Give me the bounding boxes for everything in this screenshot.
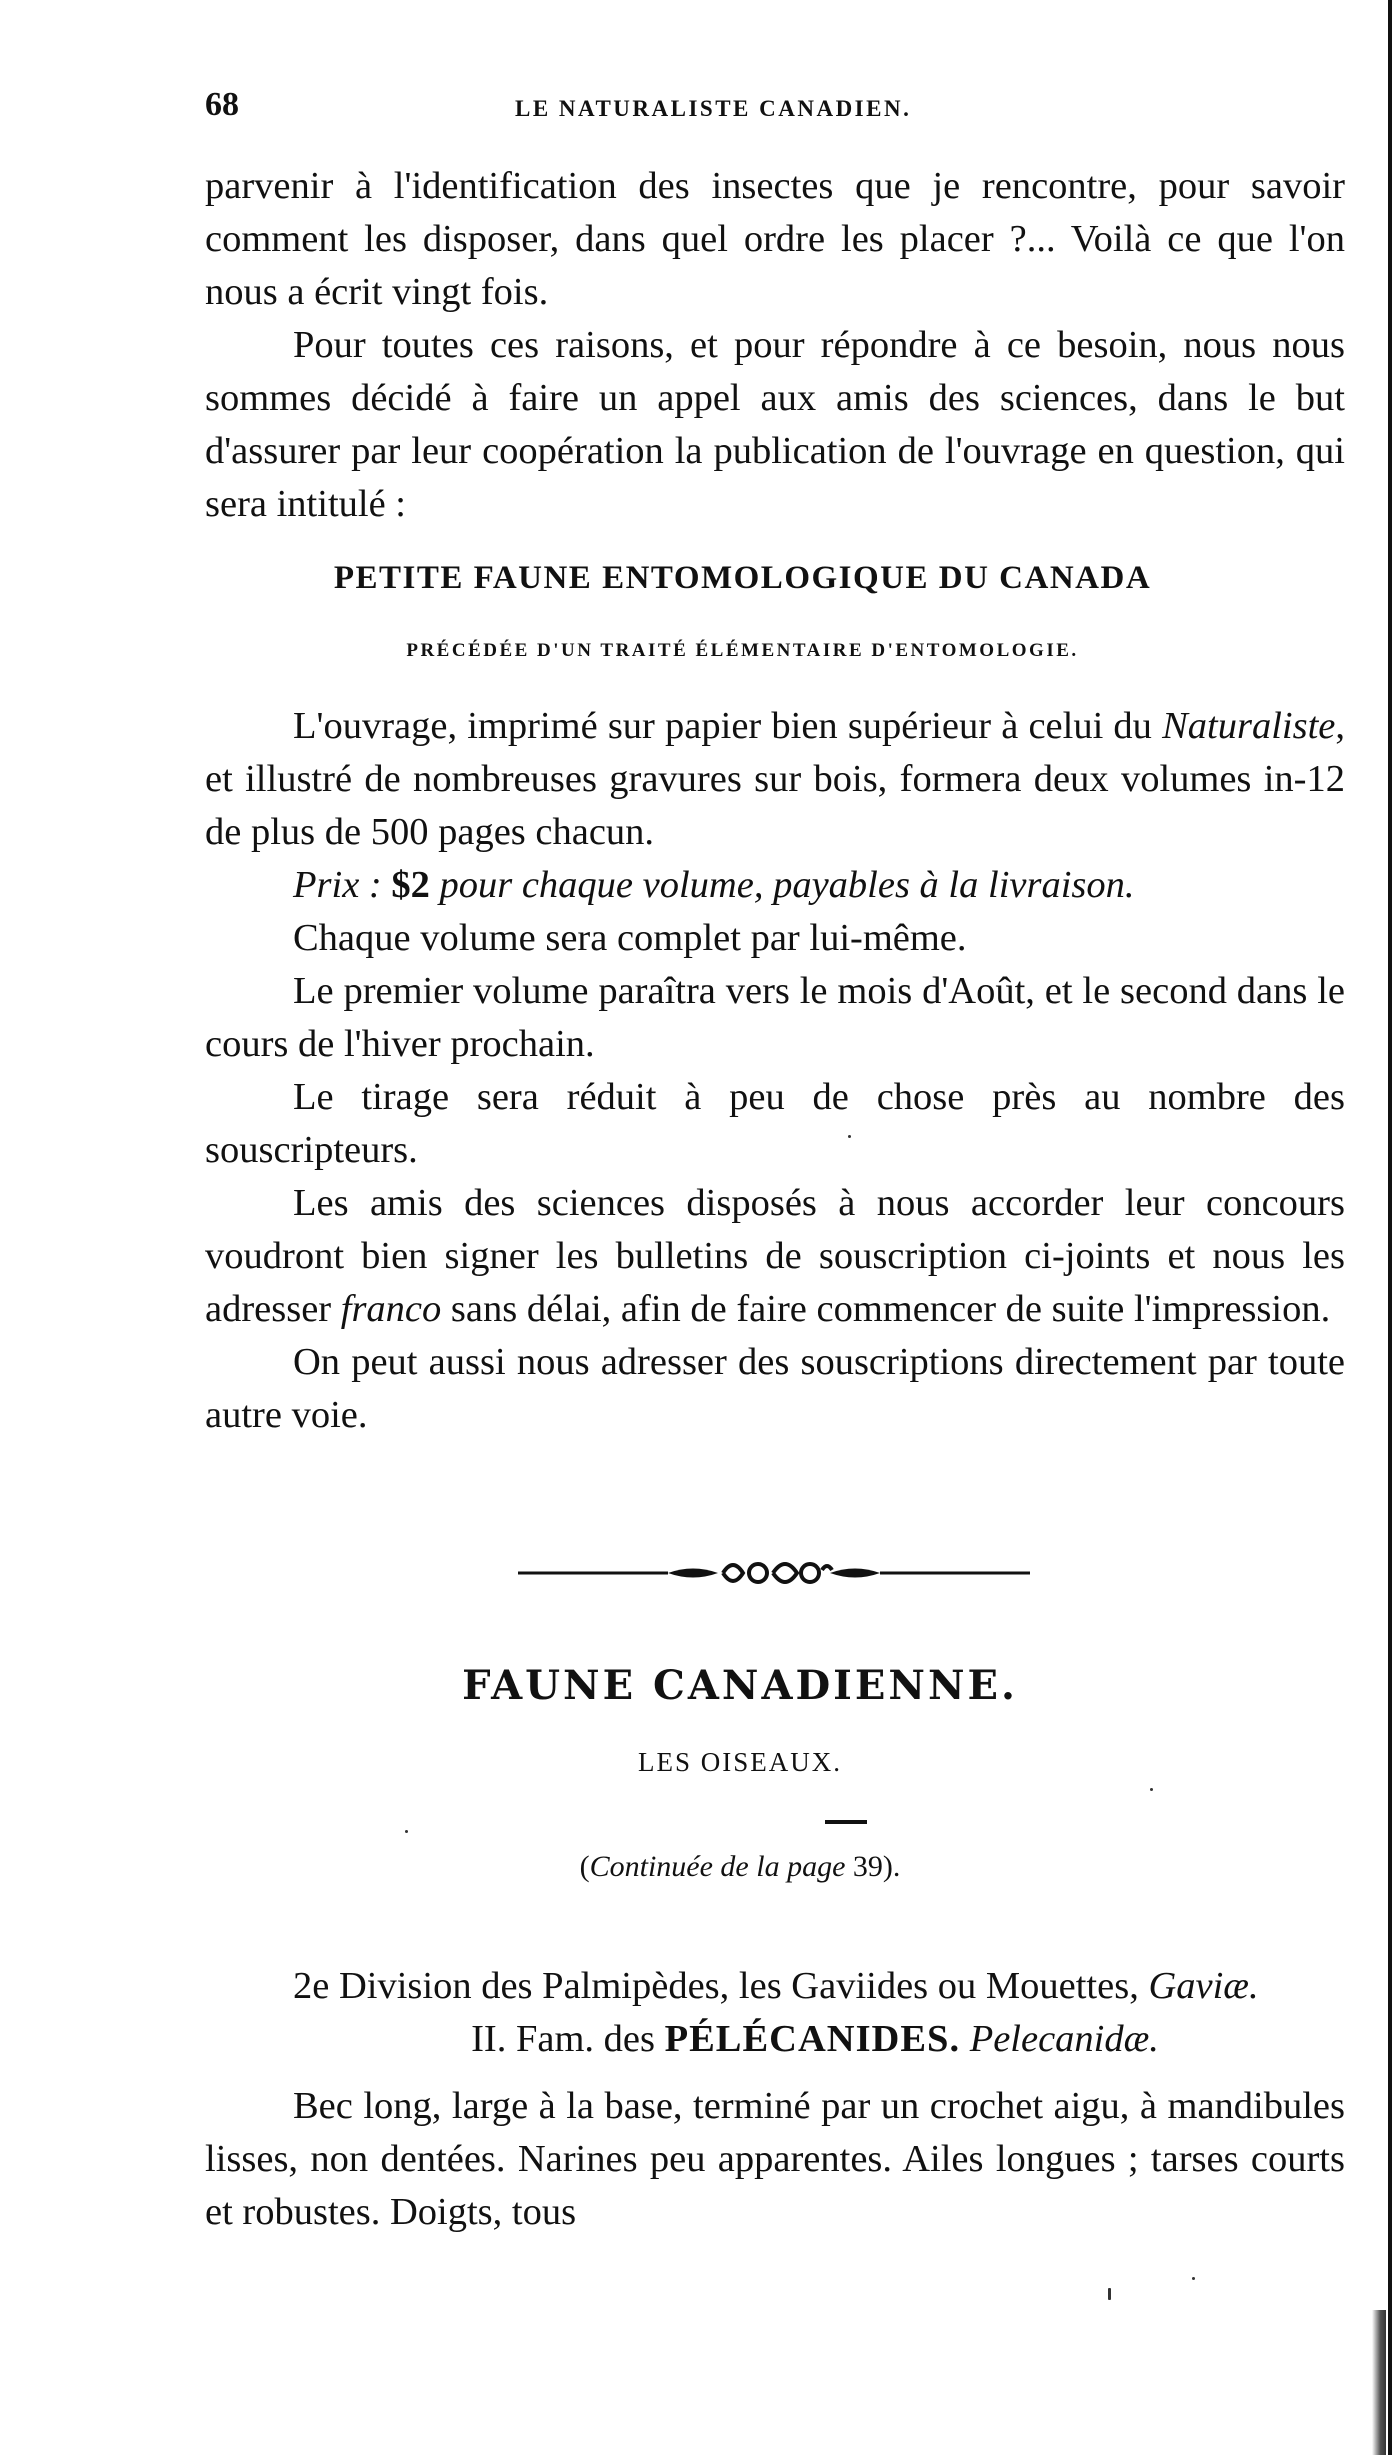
price-label: Prix : <box>293 864 382 906</box>
division-line <box>205 1960 1345 2013</box>
price-terms: pour chaque volume, payables à la livraison. <box>439 864 1135 906</box>
text-run: Les amis des sciences disposés à nous accorder leur concours voudront bien signer les bulletins de souscription ci-joints et nous les adresser <box>205 1182 1345 1330</box>
price-amount: $2 <box>391 864 430 906</box>
division-text: 2e Division des Palmipèdes, les Gaviides ou Mouettes, <box>293 1965 1139 2007</box>
price-line <box>205 859 1345 912</box>
description-paragraph: Bec long, large à la base, terminé par un crochet aigu, à mandibules lisses, non dentées. Narines peu apparentes. Ailes longues ; tarses courts et robustes. Doigts, tous <box>205 2085 1345 2233</box>
franco-word: franco <box>340 1288 442 1330</box>
book-subtitle: PRÉCÉDÉE D'UN TRAITÉ ÉLÉMENTAIRE D'ENTOMOLOGIE. <box>406 640 1079 661</box>
paragraph: On peut aussi nous adresser des souscriptions directement par toute autre voie. <box>205 1341 1345 1436</box>
paragraph: Chaque volume sera complet par lui-même. <box>293 917 967 959</box>
running-head <box>205 86 1345 136</box>
paragraph: Le tirage sera réduit à peu de chose près au nombre des souscripteurs. <box>205 1076 1345 1171</box>
paragraph <box>205 1177 1345 1336</box>
section-subtitle: LES OISEAUX. <box>638 1747 842 1777</box>
page-number: 68 <box>205 86 239 123</box>
paragraph: Pour toutes ces raisons, et pour répondre à ce besoin, nous nous sommes décidé à faire un appel aux amis des sciences, dans le but d'assurer par leur coopération la publication de l'ouvrage en question, qui sera intitulé : <box>205 324 1345 525</box>
journal-name: Naturaliste <box>1162 705 1336 747</box>
family-latin: Pelecanidæ. <box>969 2018 1159 2060</box>
ornament-divider-icon <box>518 1548 1030 1598</box>
announcement-text <box>205 700 1345 1442</box>
page-edge-shadow <box>1372 2310 1386 2455</box>
print-speck <box>1150 1788 1153 1791</box>
intro-text <box>205 160 1345 531</box>
continued-label: Continuée de la page <box>589 1850 846 1883</box>
continued-note: (Continuée de la page 39). <box>579 1850 901 1883</box>
short-rule <box>825 1820 867 1824</box>
family-name: PÉLÉCANIDES. <box>664 2018 961 2060</box>
division-latin: Gaviæ. <box>1148 1965 1259 2007</box>
print-speck <box>1192 2277 1195 2280</box>
section-title: FAUNE CANADIENNE. <box>462 1662 1018 1709</box>
paragraph <box>205 700 1345 859</box>
family-prefix: II. Fam. des <box>471 2018 655 2060</box>
text-run: , et illustré de nombreuses gravures sur bois, formera deux volumes in-12 de plus de 500 pages chacun. <box>205 705 1345 853</box>
text-run: sans délai, afin de faire commencer de suite l'impression. <box>441 1288 1331 1330</box>
book-title: PETITE FAUNE ENTOMOLOGIQUE DU CANADA <box>333 560 1152 596</box>
continued-page: 39 <box>852 1850 883 1883</box>
print-speck <box>848 1135 851 1138</box>
paragraph: Le premier volume paraîtra vers le mois d'Août, et le second dans le cours de l'hiver prochain. <box>205 970 1345 1065</box>
birds-text <box>205 1960 1345 2239</box>
page-edge-rule <box>1388 0 1392 2455</box>
paragraph: parvenir à l'identification des insectes que je rencontre, pour savoir comment les disposer, dans quel ordre les placer ?... Voilà ce que l'on nous a écrit vingt fois. <box>205 165 1345 313</box>
running-title: LE NATURALISTE CANADIEN. <box>515 96 912 121</box>
print-speck <box>1108 2288 1111 2300</box>
text-run: L'ouvrage, imprimé sur papier bien supérieur à celui du <box>293 705 1163 747</box>
print-speck <box>405 1830 408 1833</box>
family-line <box>205 2013 1345 2066</box>
